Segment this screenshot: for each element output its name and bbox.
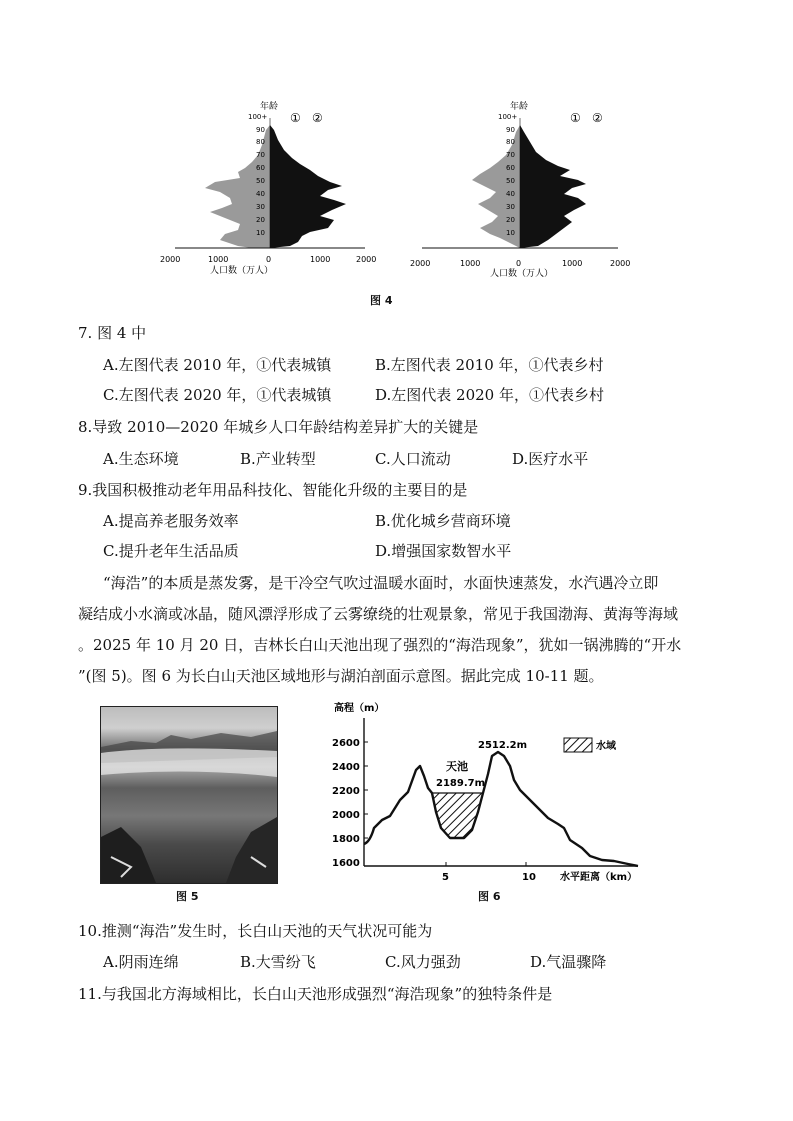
x-tick-right-0: 2000 [410,259,431,268]
x-tick-5: 5 [442,872,449,883]
y-tick-2000: 2000 [332,810,360,821]
q10-stem: 10.推测“海浩”发生时，长白山天池的天气状况可能为 [78,922,433,940]
lake-label: 天池 [446,760,468,773]
q9-stem: 9.我国积极推动老年用品科技化、智能化升级的主要目的是 [78,481,468,499]
figure-4 [160,100,640,310]
q7-option-a: A.左图代表 2010 年，①代表城镇 [103,356,332,374]
figure-5-caption: 图 5 [176,890,199,903]
age-tick-right-3: 70 [506,151,515,159]
y-tick-1800: 1800 [332,834,360,845]
passage-line-2: 凝结成小水滴或冰晶，随风漂浮形成了云雾缭绕的壮观景象，常见于我国渤海、黄海等海域 [78,605,679,623]
figure-5-photo [100,706,278,884]
x-tick-left-3: 1000 [310,255,331,264]
legend-left-1: ① [290,111,301,125]
age-tick-left-4: 60 [256,164,265,172]
terrain-profile-line [364,752,638,866]
q8-stem: 8.导致 2010—2020 年城乡人口年龄结构差异扩大的关键是 [78,418,479,436]
figure-4-caption: 图 4 [370,294,393,307]
x-tick-left-0: 2000 [160,255,181,264]
legend-right-2: ② [592,111,603,125]
q7-option-d: D.左图代表 2020 年，①代表乡村 [375,386,604,404]
q9-option-a: A.提高养老服务效率 [103,512,239,530]
legend-water-label: 水域 [596,741,616,752]
age-tick-left-6: 40 [256,190,265,198]
x-tick-right-2: 0 [516,259,522,268]
q8-option-c: C.人口流动 [375,450,451,468]
age-tick-left-9: 10 [256,229,265,237]
figure-6 [328,700,648,890]
y-tick-2600: 2600 [332,738,360,749]
q10-option-b: B.大雪纷飞 [240,953,316,971]
x-tick-10: 10 [522,872,536,883]
x-tick-left-4: 2000 [356,255,377,264]
y-tick-1600: 1600 [332,858,360,869]
age-tick-right-6: 40 [506,190,515,198]
pyramid-left-series-2 [270,125,346,248]
figure-6-caption: 图 6 [478,890,501,903]
pyramid-right [422,118,618,248]
x-tick-left-2: 0 [266,255,272,264]
q10-option-d: D.气温骤降 [530,953,607,971]
lake-water-area [432,793,483,838]
age-tick-right-9: 10 [506,229,515,237]
x-tick-right-4: 2000 [610,259,631,268]
age-tick-left-7: 30 [256,203,265,211]
y-tick-2200: 2200 [332,786,360,797]
legend-right-1: ① [570,111,581,125]
terrain-profile [328,700,648,890]
pyramid-right-series-2 [520,125,586,248]
age-tick-left-8: 20 [256,216,265,224]
lake-elevation: 2189.7m [436,778,486,789]
age-tick-left-3: 70 [256,151,265,159]
passage-line-1: “海浩”的本质是蒸发雾，是干冷空气吹过温暖水面时，水面快速蒸发，水汽遇冷立即 [103,574,659,592]
y-tick-2400: 2400 [332,762,360,773]
age-tick-left-5: 50 [256,177,265,185]
q9-option-c: C.提升老年生活品质 [103,542,239,560]
q10-option-a: A.阴雨连绵 [103,953,179,971]
x-label-left: 人口数（万人） [210,266,274,276]
passage-line-4: ”(图 5)。图 6 为长白山天池区域地形与湖泊剖面示意图。据此完成 10-11 题。 [78,667,604,685]
legend-water-swatch [564,738,592,752]
q7-option-c: C.左图代表 2020 年，①代表城镇 [103,386,332,404]
x-label-right: 人口数（万人） [490,269,554,279]
q7-stem: 7. 图 4 中 [78,324,147,342]
age-tick-right-7: 30 [506,203,515,211]
q10-option-c: C.风力强劲 [385,953,461,971]
q7-option-b: B.左图代表 2010 年，①代表乡村 [375,356,604,374]
y-axis-label: 高程（m） [334,703,385,714]
age-tick-left-1: 90 [256,126,265,134]
age-tick-right-4: 60 [506,164,515,172]
age-tick-left-0: 100+ [248,113,268,121]
q8-option-a: A.生态环境 [103,450,179,468]
age-tick-right-8: 20 [506,216,515,224]
age-label-left: 年龄 [260,102,279,112]
pyramid-left [175,118,365,248]
q9-option-b: B.优化城乡营商环境 [375,512,511,530]
peak-elevation: 2512.2m [478,740,528,751]
age-tick-left-2: 80 [256,138,265,146]
lake-scene [101,707,277,883]
legend-left-2: ② [312,111,323,125]
age-tick-right-2: 80 [506,138,515,146]
x-tick-left-1: 1000 [208,255,229,264]
q9-option-d: D.增强国家数智水平 [375,542,512,560]
age-tick-right-1: 90 [506,126,515,134]
x-tick-right-3: 1000 [562,259,583,268]
q8-option-d: D.医疗水平 [512,450,589,468]
q11-stem: 11.与我国北方海域相比，长白山天池形成强烈“海浩现象”的独特条件是 [78,985,553,1003]
x-axis-label: 水平距离（km） [560,872,638,883]
passage-line-3: 。2025 年 10 月 20 日，吉林长白山天池出现了强烈的“海浩现象”，犹如一锅沸腾的“开水 [78,636,682,654]
age-tick-right-0: 100+ [498,113,518,121]
population-pyramids [160,100,640,285]
age-tick-right-5: 50 [506,177,515,185]
q8-option-b: B.产业转型 [240,450,316,468]
age-label-right: 年龄 [510,102,529,112]
x-tick-right-1: 1000 [460,259,481,268]
